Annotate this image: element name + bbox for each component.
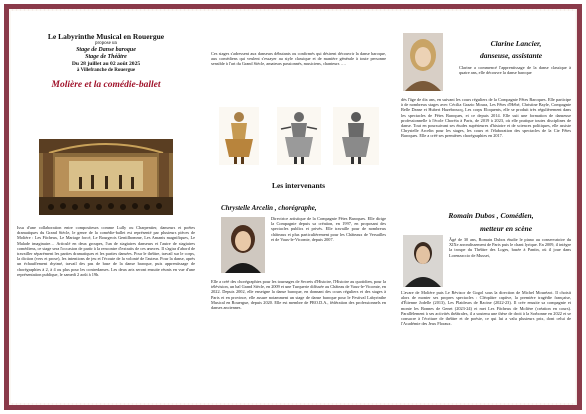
speaker-1-photo (221, 217, 265, 273)
speaker-3-name: Romain Dubos , Comédien, (448, 211, 534, 220)
column-left (17, 11, 195, 403)
speaker-2-bio-a: Clarine a commencé l'apprentissage de la danse classique à quatre ans, elle découvre la danse baroque (459, 65, 571, 76)
baroque-costume-image-1 (219, 107, 259, 165)
stage-theatre-title: Stage de Théâtre (85, 54, 127, 60)
event-place: à Villefranche de Rouergue (76, 67, 136, 73)
speakers-heading: Les intervenants (271, 181, 326, 190)
stage-engraving-image (39, 139, 173, 215)
speaker-3-photo (403, 235, 443, 287)
organizer-name: Le Labyrinthe Musical en Rouergue (47, 32, 165, 41)
speaker-1-bio-b: Elle a créé des chorégraphies pour les tournages de Secrets d'Histoire, l'Histoire au quotidien, pour la télévision, un bal Grand Siècle, en 2009 et une Turquerie diffusée au Château de Vaux-le-Vicomte, en 2022. Depuis 2002, elle enseigne la danse baroque, en donnant des cours réguliers et des stages à Paris et en province, elle assure notamment un stage de danse baroque pour le Festival Labyrinthe Musical en Rouergue, depuis 2020. Elle est membre de PRO.D.A., fédération des professionnels en danses anciennes. (211, 279, 386, 311)
speaker-1-bio-a: Directrice artistique de la Compagnie Fêtes Baroques. Elle dirige la Compagnie depuis sa création, en 1997, en proposant des spectacles publics et privés. Elle travaille pour de nombreux châteaux et plus particulièrement pour les Châteaux de Versailles et de Vaux-le-Vicomte, depuis 2007. (271, 216, 386, 242)
stage-dance-title: Stage de Danse baroque (76, 47, 136, 53)
column-right (401, 11, 571, 403)
speaker-3-role: metteur en scène (479, 224, 533, 233)
speaker-2-photo (403, 33, 443, 91)
column-middle (211, 11, 386, 403)
proposes-text: propose un (94, 41, 118, 46)
speaker-3-bio-b: L'avare de Molière puis Le Révizor de Gogol sous la direction de Michel Mourézot. Il choisit alors de monter ses propres spectacles : Cléopâtre captive, la première tragédie française, d'Étienne Jodelle (2013), Les Plaideurs de Racine (2022-23). Il crée ensuite sa compagnie et monte les Bonnes de Genet (2023-24) et met Les Fâcheux de Molière (création en cours). Parallèlement à ses activités théâtrales, il a soutenu une thèse de droit à la Sorbonne en 2022 et se consacre à l'écriture de théâtre et de poésie, ce qui lui a valu plusieurs prix, dont celui de l'Académie des Jeux Floraux. (401, 290, 571, 327)
baroque-costume-image-3 (333, 107, 379, 165)
baroque-costume-image-2 (277, 107, 321, 165)
speaker-3-bio-a: Âgé de 30 ans, Romain Dubos étudie le piano au conservatoire du XIXe arrondissement de Paris puis le chant lyrique. En 2009, il intègre la troupe du Théâtre des Loges, basée à Pantin, où il joue dans Lorenzaccio de Musset, (449, 237, 571, 258)
event-dates: Du 28 juillet au 02 août 2025 (71, 61, 141, 67)
brochure (11, 11, 575, 403)
speaker-1-name: Chrystelle Arcelin , chorégraphe, (221, 204, 317, 212)
speaker-2-role: danseuse, assistante (479, 51, 543, 60)
speaker-2-bio-b: dès l'âge de dix ans, en suivant les cours réguliers de la Compagnie Fêtes Baroques. Elle participe à de nombreux stages avec Cécilia Grazio Moura, Les Fêtes d'Hébé, Christine Bayle, Compagnie Belle Danse et Hubert Hazebroucq, Les corps Eloquents, elle se produit très régulièrement dans les spectacles de Fêtes Baroques, et ce depuis 2014. Elle suit une formation de danseuse professionnelle à l'école Choréia à Paris, de 2019 à 2023, où elle pratique toutes disciplines de danse. Tout en poursuivant ses études supérieures d'histoire et de sciences politiques, elle assiste Chrystelle Arcelin pour les stages, les cours et l'élaboration des spectacles de la Cie Fêtes Baroques. Elle a créé ses premières chorégraphies en 2017. (401, 97, 571, 139)
audience-text: Ces stages s'adressent aux danseurs débutants ou confirmés qui désirent découvrir la danse baroque, aux comédiens qui veulent s'essayer au style classique et de manière générale à toute personne sensible à l'art du Grand Siècle, amateurs passionnés, musiciens, chanteurs …. (211, 51, 386, 67)
intro-body-text: Issu d'une collaboration entre compositeurs comme Lully ou Charpentier, danseurs et poètes dramatiques du Grand Siècle, le genre de la comédie-ballet est représenté par plusieurs pièces de Molière : Les Fâcheux, Le Mariage forcé, Le Bourgeois Gentilhomme, Les Amants magnifiques, Le Malade imaginaire… Articulé en deux groupes, l'un de stagiaires danseurs et l'autre de stagiaires comédiens, ce stage sera l'occasion de partir à la rencontre d'extraits de ces œuvres. Il s'agira d'abord de travailler séparément les parties dramatiques et les parties dansées. Pour le théâtre, travail sur le corps, la diction (vers et prose), les intentions de jeu et l'écoute de la volonté de l'auteur. Pour la danse, après un échauffement rhytmé, travail des pas de base de la danse baroque, puis apprentissage de chorégraphies à 2, à 4 ou plus pour les contredanses. Les deux arts seront ensuite réunis en vue d'une représentation publique, le samedi 2 août à 19h. (17, 225, 195, 277)
main-title: Molière et la comédie-ballet (51, 79, 161, 90)
speaker-2-name: Clarine Lancier, (490, 39, 542, 48)
